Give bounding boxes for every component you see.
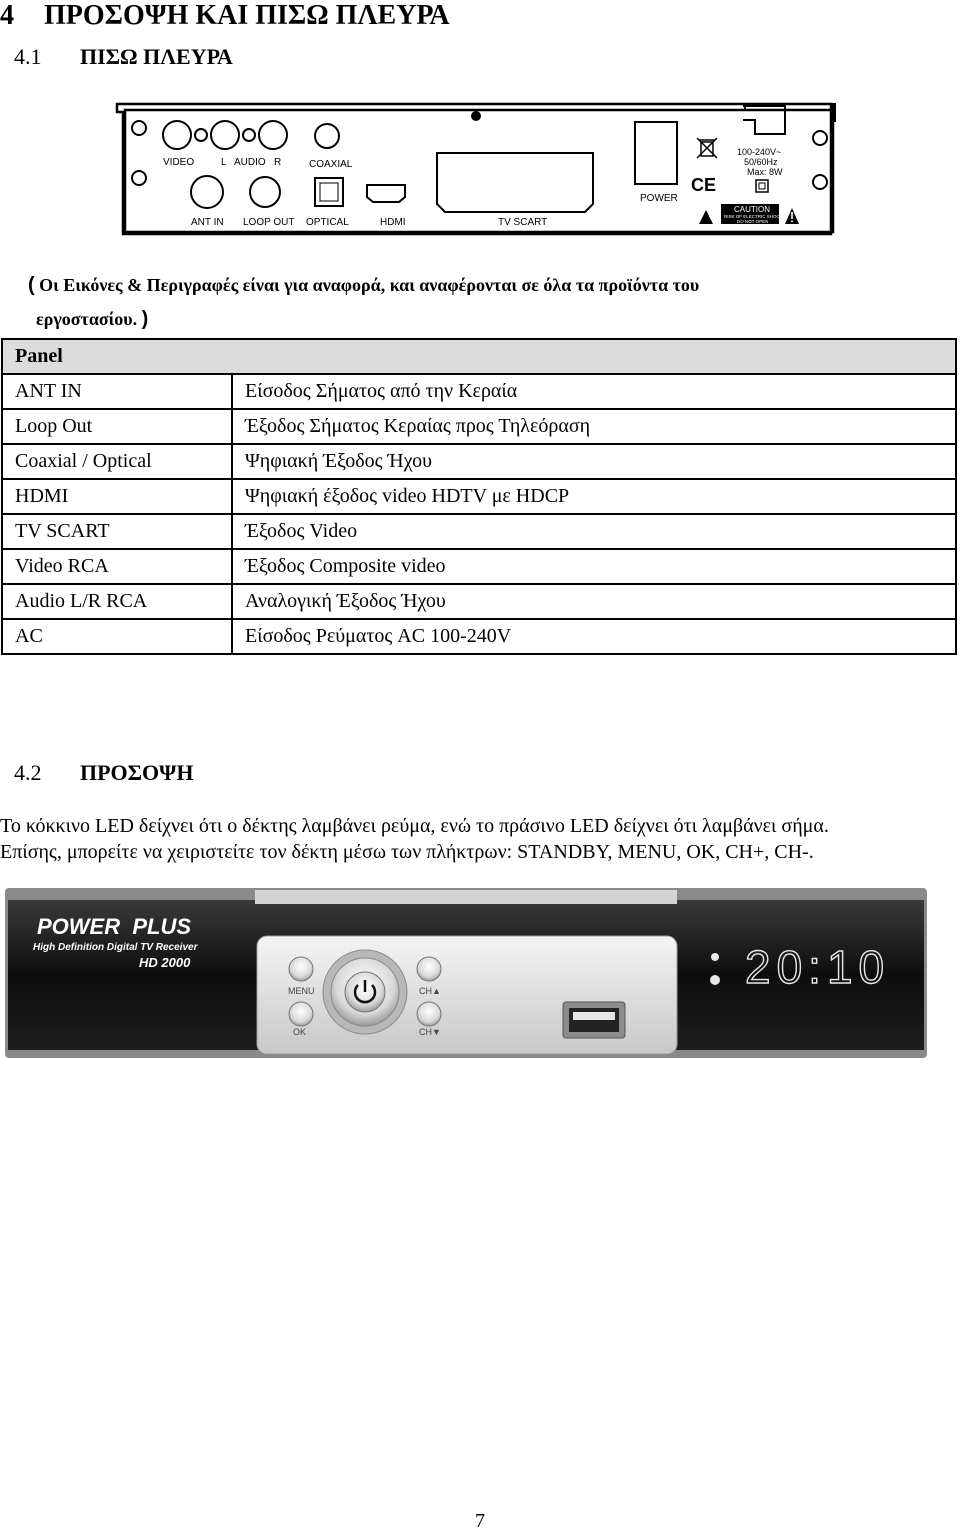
reference-note	[0, 268, 940, 336]
port-name: Coaxial / Optical	[2, 444, 232, 479]
rating-power: Max: 8W	[747, 167, 783, 177]
note-close-paren: )	[141, 308, 149, 330]
subsection-title: ΠΡΟΣΟΨΗ	[80, 760, 194, 785]
caution-sub-2: DO NOT OPEN	[737, 219, 769, 224]
caution-sub-1: RISK OF ELECTRIC SHOCK	[724, 214, 783, 219]
hdmi-port	[367, 185, 405, 202]
subsection-heading-front	[14, 760, 193, 786]
port-description: Έξοδος Composite video	[232, 549, 956, 584]
label-ok: OK	[293, 1027, 307, 1037]
label-ch-up: CH▲	[419, 986, 441, 996]
ok-button[interactable]	[289, 1002, 313, 1026]
label-audio: L AUDIO R	[221, 157, 282, 168]
port-description: Έξοδος Σήματος Κεραίας προς Τηλεόραση	[232, 409, 956, 444]
model-name: HD 2000	[139, 955, 191, 970]
loop-out-port	[250, 177, 280, 207]
audio-r-jack	[259, 121, 287, 149]
table-row	[2, 479, 956, 514]
video-jack	[163, 121, 191, 149]
label-hdmi: HDMI	[380, 217, 406, 228]
port-description: Έξοδος Video	[232, 514, 956, 549]
front-description	[0, 813, 960, 865]
note-open-paren: (	[28, 274, 35, 296]
section-title: ΠΡΟΣΟΨΗ ΚΑΙ ΠΙΣΩ ΠΛΕΥΡΑ	[44, 0, 450, 31]
port-name: Video RCA	[2, 549, 232, 584]
table-header: Panel	[2, 339, 956, 374]
menu-button[interactable]	[289, 957, 313, 981]
port-name: TV SCART	[2, 514, 232, 549]
scart-port	[437, 153, 593, 212]
table-header-row	[2, 339, 956, 374]
ce-mark-icon: CE	[691, 175, 717, 195]
table-row	[2, 409, 956, 444]
table-row	[2, 374, 956, 409]
subsection-title: ΠΙΣΩ ΠΛΕΥΡΑ	[80, 44, 233, 69]
subsection-number: 4.1	[14, 44, 42, 69]
shock-warning-icon	[699, 210, 713, 224]
label-power: POWER	[640, 193, 678, 204]
audio-l-jack	[211, 121, 239, 149]
front-panel-illustration	[5, 888, 927, 1058]
brand-subtitle: High Definition Digital TV Receiver	[33, 942, 198, 953]
rating-frequency: 50/60Hz	[744, 157, 778, 167]
subsection-number: 4.2	[14, 760, 42, 785]
label-ch-down: CH▼	[419, 1027, 441, 1037]
note-line-1: Οι Εικόνες & Περιγραφές είναι για αναφορά, και αναφέρονται σε όλα τα προϊόντα του	[39, 275, 700, 295]
port-name: ANT IN	[2, 374, 232, 409]
table-row	[2, 584, 956, 619]
port-description: Ψηφιακή Έξοδος Ήχου	[232, 444, 956, 479]
weee-bin-icon	[697, 138, 717, 158]
port-name: HDMI	[2, 479, 232, 514]
back-panel-illustration	[115, 100, 837, 236]
port-description: Είσοδος Σήματος από την Κεραία	[232, 374, 956, 409]
ant-in-port	[191, 176, 223, 208]
label-loop-out: LOOP OUT	[243, 217, 295, 228]
brand-logo: POWER PLUS	[37, 914, 192, 939]
port-description: Αναλογική Έξοδος Ήχου	[232, 584, 956, 619]
label-coaxial: COAXIAL	[309, 159, 353, 170]
page-number: 7	[475, 1510, 485, 1532]
port-description: Ψηφιακή έξοδος video HDTV με HDCP	[232, 479, 956, 514]
ch-up-button[interactable]	[417, 957, 441, 981]
standby-button[interactable]	[345, 972, 385, 1012]
panel-table	[1, 338, 957, 655]
label-video: VIDEO	[163, 157, 195, 168]
usb-port	[563, 1002, 625, 1038]
port-name: Loop Out	[2, 409, 232, 444]
table-row	[2, 619, 956, 654]
label-menu: MENU	[288, 986, 315, 996]
label-optical: OPTICAL	[306, 217, 349, 228]
label-tv-scart: TV SCART	[498, 217, 548, 228]
clock-display: 20:10	[745, 941, 891, 993]
port-name: AC	[2, 619, 232, 654]
port-name: Audio L/R RCA	[2, 584, 232, 619]
paragraph-line-1: Το κόκκινο LED δείχνει ότι ο δέκτης λαμβάνει ρεύμα, ενώ το πράσινο LED δείχνει ότι λαμβάνει σήμα.	[0, 815, 829, 837]
note-line-2: εργοστασίου.	[36, 309, 138, 329]
section-heading	[0, 0, 450, 32]
subsection-heading-back	[14, 44, 233, 70]
section-number: 4	[0, 0, 14, 31]
paragraph-line-2: Επίσης, μπορείτε να χειριστείτε τον δέκτη μέσω των πλήκτρων: STANDBY, MENU, OK, CH+, CH-.	[0, 841, 814, 863]
ch-down-button[interactable]	[417, 1002, 441, 1026]
label-ant-in: ANT IN	[191, 217, 224, 228]
double-insulation-icon	[756, 180, 768, 192]
optical-port	[315, 178, 343, 206]
green-led-indicator	[710, 975, 720, 985]
table-row	[2, 444, 956, 479]
power-switch	[635, 122, 677, 184]
red-led-indicator	[711, 953, 719, 961]
rating-voltage: 100-240V~	[737, 147, 782, 157]
coaxial-jack	[315, 124, 339, 148]
table-row	[2, 549, 956, 584]
caution-title: CAUTION	[734, 205, 770, 214]
table-row	[2, 514, 956, 549]
port-description: Είσοδος Ρεύματος AC 100-240V	[232, 619, 956, 654]
